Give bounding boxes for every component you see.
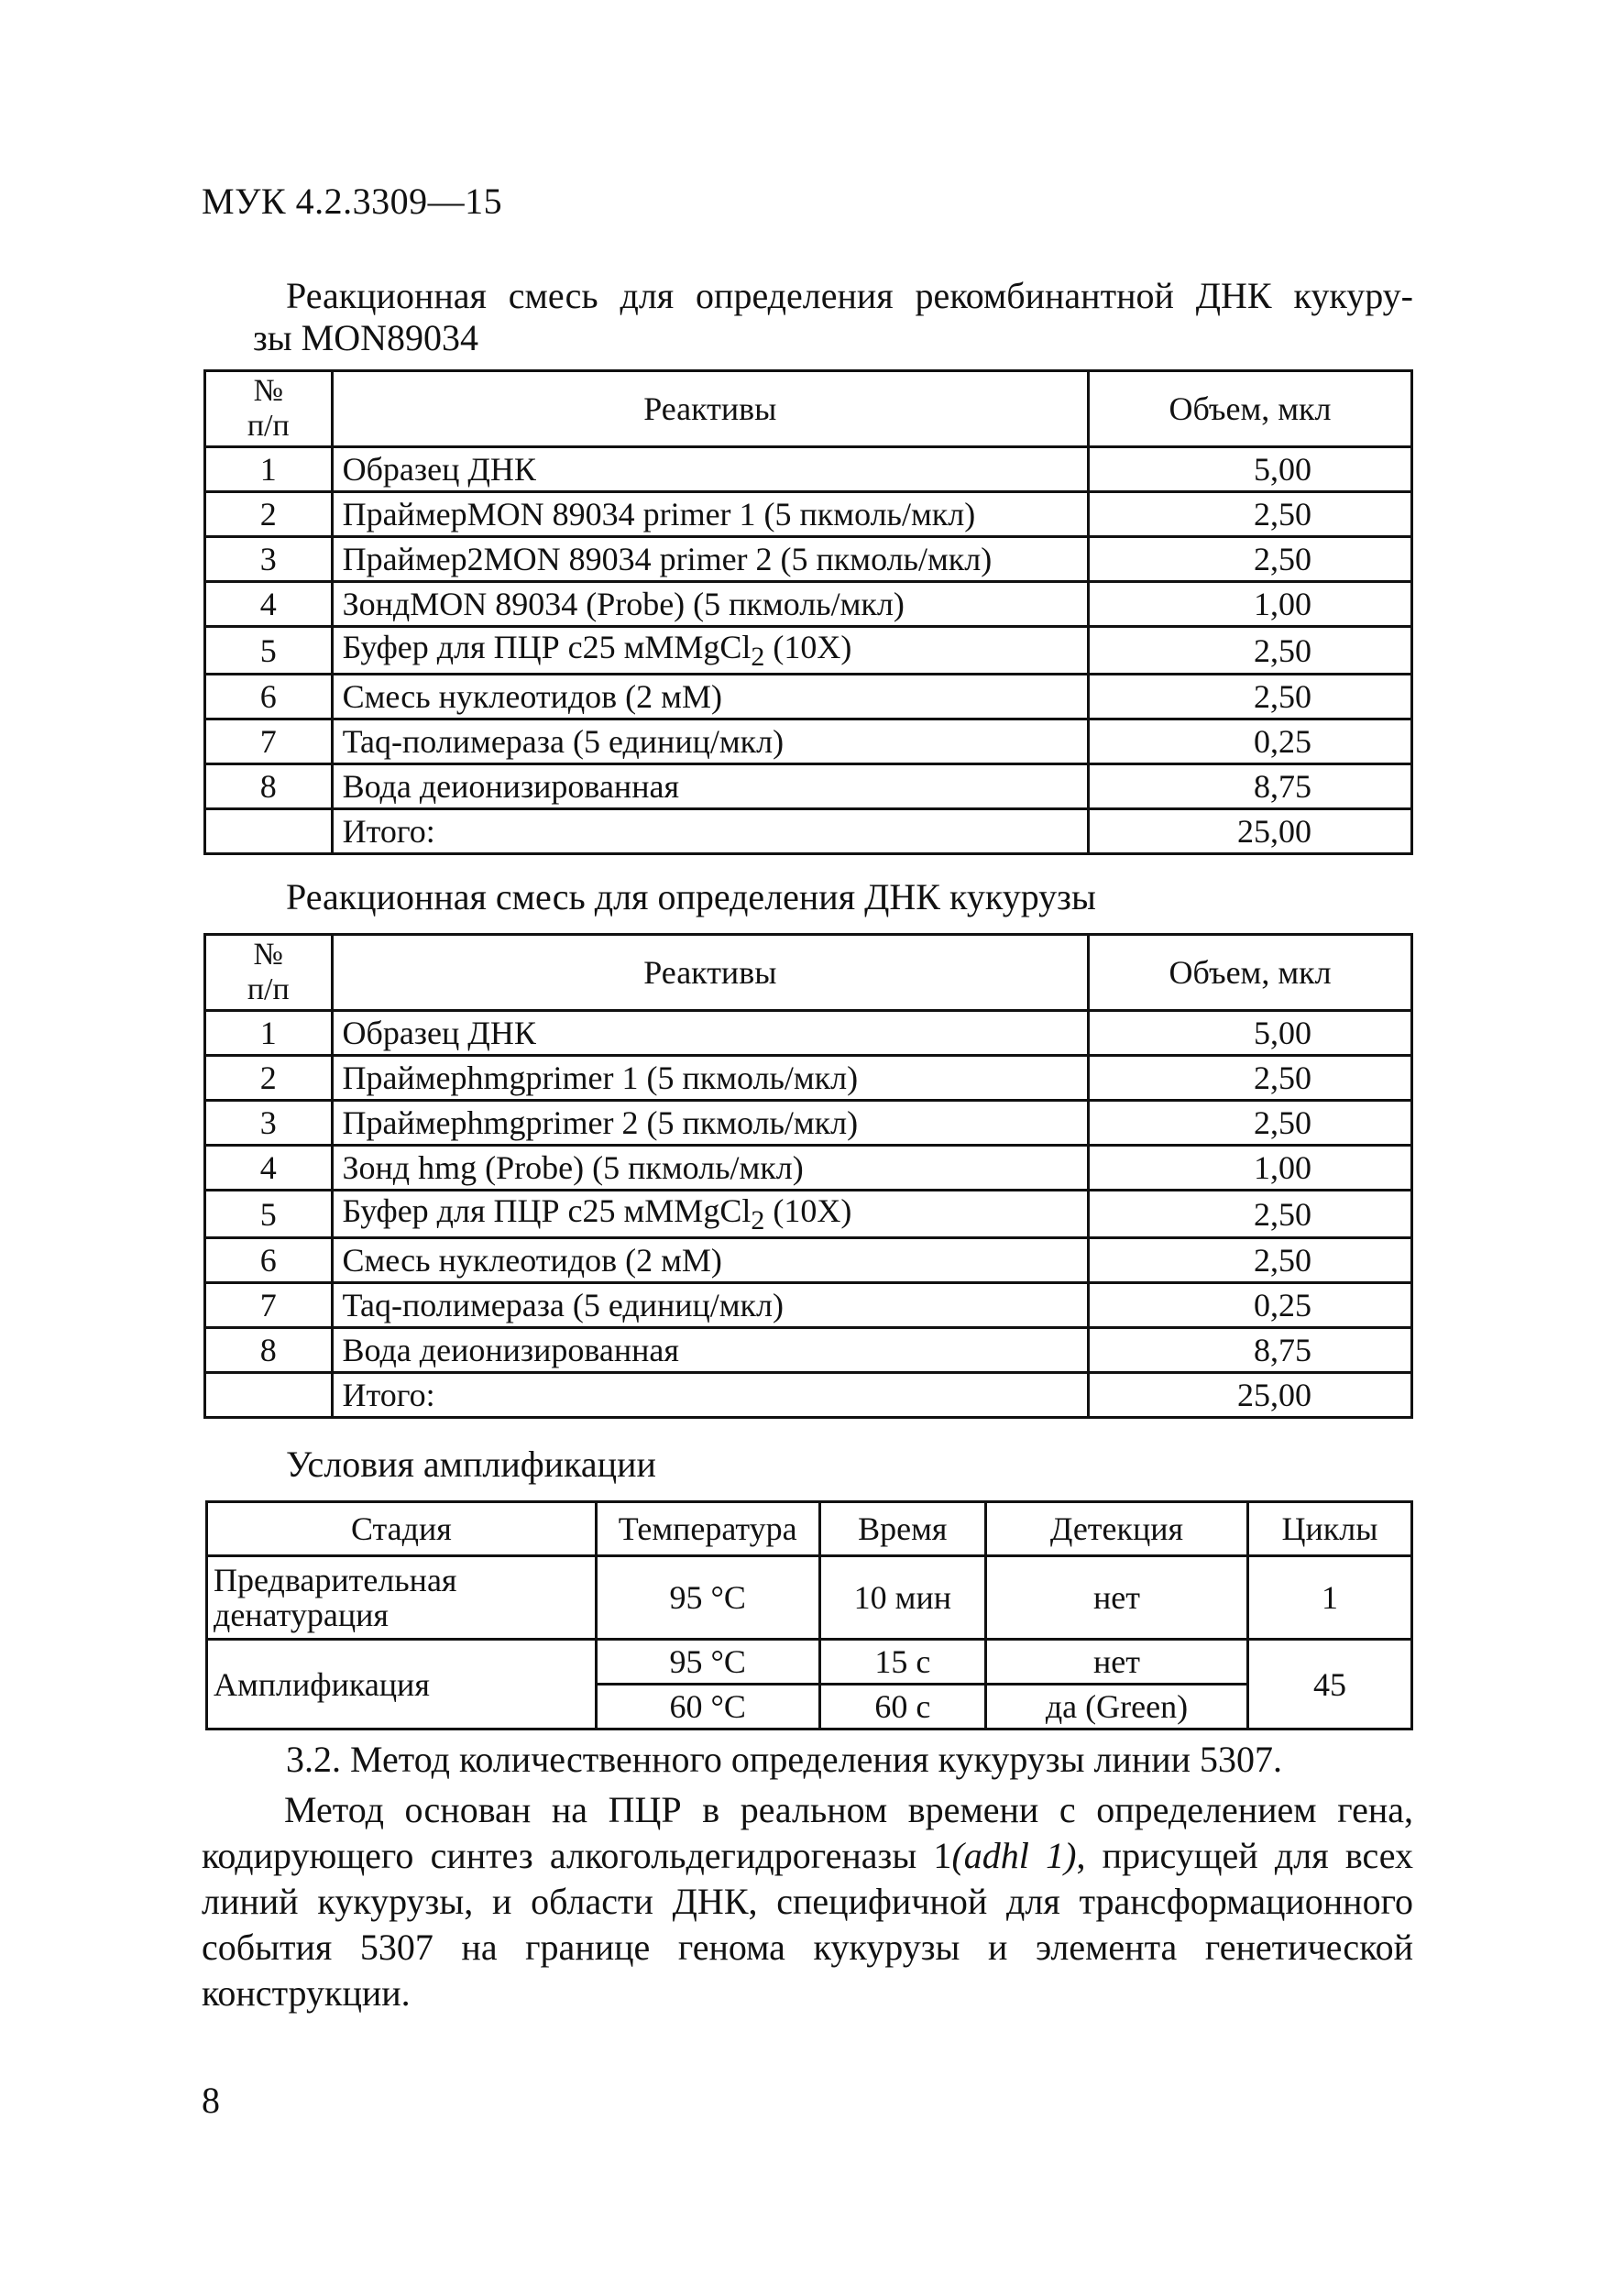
num-abbr: п/п — [247, 409, 290, 443]
cell-reagent: Taq-полимераза (5 единиц/мкл) — [332, 719, 1088, 764]
cell-reagent: Праймер2MON 89034 primer 2 (5 пкмоль/мкл) — [332, 537, 1088, 582]
table-header-row — [205, 935, 1412, 1011]
reagent-text: Буфер для ПЦР с25 мММgCl — [342, 629, 752, 665]
table3-caption: Условия амплификации — [286, 1444, 656, 1485]
cell-num: 7 — [205, 1283, 333, 1328]
col-header-detection: Детекция — [986, 1502, 1248, 1556]
cell-temperature: 95 °С — [596, 1640, 819, 1685]
cell-num: 5 — [205, 627, 333, 675]
cell-reagent: Образец ДНК — [332, 447, 1088, 492]
cell-reagent: Зонд hmg (Probe) (5 пкмоль/мкл) — [332, 1146, 1089, 1191]
cell-temperature: 95 °С — [596, 1556, 819, 1640]
cell-num: 8 — [205, 1328, 333, 1373]
col-header-volume: Объем, мкл — [1089, 935, 1412, 1011]
cell-reagent: Вода деионизированная — [332, 764, 1088, 809]
cell-reagent — [332, 1191, 1089, 1238]
cell-volume: 0,25 — [1089, 1283, 1412, 1328]
cell-reagent: Праймерhmgprimer 2 (5 пкмоль/мкл) — [332, 1101, 1089, 1146]
cell-volume: 8,75 — [1089, 1328, 1412, 1373]
table-row — [205, 627, 1412, 675]
table-row — [205, 1011, 1412, 1056]
cell-reagent: Вода деионизированная — [332, 1328, 1089, 1373]
cell-num: 2 — [205, 1056, 333, 1101]
cell-volume: 2,50 — [1089, 1056, 1412, 1101]
num-sign: № — [253, 374, 284, 408]
table2-caption: Реакционная смесь для определения ДНК кукурузы — [286, 876, 1096, 917]
table-total-row — [205, 1373, 1412, 1418]
cell-num: 4 — [205, 1146, 333, 1191]
cell-volume: 0,25 — [1089, 719, 1412, 764]
reagent-text-suffix: (10X) — [764, 629, 852, 665]
cell-num — [205, 1373, 333, 1418]
cell-num: 3 — [205, 1101, 333, 1146]
cell-stage: Амплификация — [207, 1640, 597, 1729]
table-row — [205, 447, 1412, 492]
cell-volume: 2,50 — [1089, 675, 1412, 719]
reaction-mix-table-maize — [203, 933, 1413, 1419]
cell-detection: нет — [986, 1640, 1248, 1685]
cell-reagent: Праймерhmgprimer 1 (5 пкмоль/мкл) — [332, 1056, 1089, 1101]
reaction-mix-table-mon89034 — [203, 369, 1413, 855]
cell-reagent: ЗондMON 89034 (Probe) (5 пкмоль/мкл) — [332, 582, 1088, 627]
table-row — [205, 1191, 1412, 1238]
stage-line1: Предварительная — [214, 1562, 457, 1598]
cell-total-label: Итого: — [332, 809, 1088, 854]
cell-reagent: ПраймерMON 89034 primer 1 (5 пкмоль/мкл) — [332, 492, 1088, 537]
table-row — [207, 1640, 1412, 1685]
table1-caption-line1: Реакционная смесь для определения рекомбинантной ДНК кукуру- — [286, 275, 1413, 316]
table-row — [205, 675, 1412, 719]
num-abbr: п/п — [247, 972, 290, 1006]
cell-total-label: Итого: — [332, 1373, 1089, 1418]
cell-reagent: Taq-полимераза (5 единиц/мкл) — [332, 1283, 1089, 1328]
cell-num: 4 — [205, 582, 333, 627]
table-row — [205, 764, 1412, 809]
table-row — [205, 1238, 1412, 1283]
cell-total-volume: 25,00 — [1089, 1373, 1412, 1418]
num-sign: № — [253, 938, 283, 972]
stage-line2: денатурация — [214, 1597, 389, 1633]
subscript: 2 — [751, 1205, 765, 1236]
cell-temperature: 60 °С — [596, 1685, 819, 1729]
table-row — [205, 1283, 1412, 1328]
cell-reagent: Образец ДНК — [332, 1011, 1089, 1056]
col-header-temperature: Температура — [596, 1502, 819, 1556]
col-header-cycles: Циклы — [1247, 1502, 1411, 1556]
cell-num: 6 — [205, 1238, 333, 1283]
table-header-row — [207, 1502, 1412, 1556]
table1-caption-line2: зы MON89034 — [253, 317, 479, 358]
table-row — [205, 537, 1412, 582]
amplification-conditions-table — [205, 1500, 1413, 1730]
col-header-num — [205, 371, 333, 447]
cell-volume: 1,00 — [1089, 582, 1412, 627]
table-row — [205, 492, 1412, 537]
subscript: 2 — [751, 642, 765, 673]
cell-volume: 5,00 — [1089, 1011, 1412, 1056]
cell-cycles: 1 — [1247, 1556, 1411, 1640]
table-row — [205, 1328, 1412, 1373]
cell-volume: 5,00 — [1089, 447, 1412, 492]
cell-num: 5 — [205, 1191, 333, 1238]
cell-num: 1 — [205, 447, 333, 492]
cell-num: 3 — [205, 537, 333, 582]
section-paragraph — [202, 1787, 1413, 2016]
table-row — [205, 719, 1412, 764]
cell-detection: нет — [986, 1556, 1248, 1640]
cell-volume: 2,50 — [1089, 537, 1412, 582]
col-header-stage: Стадия — [207, 1502, 597, 1556]
col-header-time: Время — [819, 1502, 985, 1556]
table-total-row — [205, 809, 1412, 854]
cell-volume: 2,50 — [1089, 1191, 1412, 1238]
cell-total-volume: 25,00 — [1089, 809, 1412, 854]
table-row — [205, 582, 1412, 627]
cell-reagent: Смесь нуклеотидов (2 мМ) — [332, 1238, 1089, 1283]
cell-volume: 2,50 — [1089, 492, 1412, 537]
cell-num: 1 — [205, 1011, 333, 1056]
cell-time: 15 с — [819, 1640, 985, 1685]
col-header-reagents: Реактивы — [332, 371, 1088, 447]
gene-name: (adhl 1) — [951, 1835, 1077, 1876]
cell-volume: 2,50 — [1089, 627, 1412, 675]
table-row — [205, 1101, 1412, 1146]
cell-num: 8 — [205, 764, 333, 809]
col-header-reagents: Реактивы — [332, 935, 1089, 1011]
col-header-num — [205, 935, 333, 1011]
reagent-text-suffix: (10X) — [764, 1192, 852, 1229]
page-number: 8 — [202, 2080, 220, 2121]
cell-num — [205, 809, 333, 854]
paragraph-text: Метод основан на ПЦР в реальном времени с определением гена, кодирующего синтез алкогольдегидрогеназы 1 — [202, 1789, 1413, 1876]
cell-reagent — [332, 627, 1088, 675]
cell-volume: 2,50 — [1089, 1238, 1412, 1283]
cell-volume: 8,75 — [1089, 764, 1412, 809]
table-header-row — [205, 371, 1412, 447]
table-row — [205, 1146, 1412, 1191]
cell-volume: 2,50 — [1089, 1101, 1412, 1146]
reagent-text: Буфер для ПЦР с25 мММgCl — [342, 1192, 752, 1229]
cell-time: 60 с — [819, 1685, 985, 1729]
cell-num: 7 — [205, 719, 333, 764]
col-header-volume: Объем, мкл — [1089, 371, 1412, 447]
cell-time: 10 мин — [819, 1556, 985, 1640]
section-title: 3.2. Метод количественного определения кукурузы линии 5307. — [286, 1739, 1283, 1780]
cell-num: 2 — [205, 492, 333, 537]
cell-num: 6 — [205, 675, 333, 719]
cell-cycles: 45 — [1247, 1640, 1411, 1729]
cell-stage — [207, 1556, 597, 1640]
cell-detection: да (Green) — [986, 1685, 1248, 1729]
table-row — [207, 1556, 1412, 1640]
cell-reagent: Смесь нуклеотидов (2 мМ) — [332, 675, 1088, 719]
document-header: МУК 4.2.3309—15 — [202, 181, 503, 222]
paragraph-text-end: , присущей для всех линий кукурузы, и области ДНК, специфичной для трансформационного события 5307 на границе генома кукурузы и элемента генетической конструкции. — [202, 1835, 1413, 2014]
table-row — [205, 1056, 1412, 1101]
cell-volume: 1,00 — [1089, 1146, 1412, 1191]
